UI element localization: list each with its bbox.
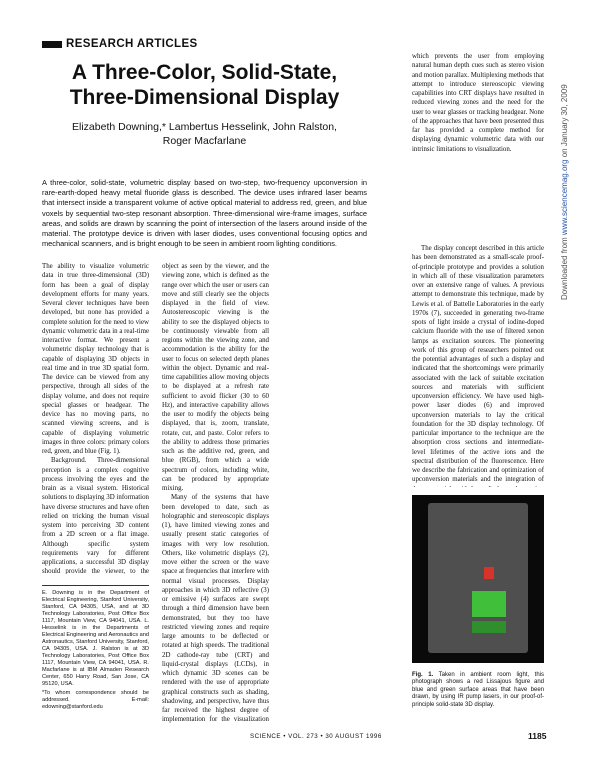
body-column-2 xyxy=(162,262,269,724)
body-column-1 xyxy=(42,262,149,574)
article-title: A Three-Color, Solid-State, Three-Dimensional Display xyxy=(69,61,340,109)
body-paragraph: The ability to visualize volumetric data in true three-dimensional (3D) form has been a goal of display development efforts for many years. Several clever techniques have been developed, but none has provided a complete solution for the need to view dynamic volumetric data in a real-time interactive format. We present a volumetric display technology that is capable of displaying 3D objects in real time and in true 3D spatial form. The device can be viewed from any perspective, through all sides of the display volume, and does not require special glasses or headgear. The device has no moving parts, no scanned viewing screens, and is capable of displaying volumetric images in three colors: primary colors red, green, and blue (Fig. 1). xyxy=(42,263,149,455)
body-column-3-middle xyxy=(412,244,544,487)
figure-1-photo xyxy=(412,495,544,663)
abstract: A three-color, solid-state, volumetric display based on two-step, two-frequency upconversion in rare-earth-doped heavy metal fluoride glass is described. The device uses infrared laser beams that intersect inside a transparent volume of active optical material to address red, green, and blue voxels by sequential two-step resonant absorption. Three-dimensional wire-frame images, surface areas, and solids are drawn by scanning the point of intersection of the lasers around inside of the material. The prototype device is driven with laser diodes, uses conventional focusing optics and mechanical scanners, and is bright enough to be seen in ambient room lighting conditions. xyxy=(42,178,367,249)
section-header xyxy=(42,38,198,50)
correspondence-note: *To whom correspondence should be addressed. E-mail: edowning@stanford.edu xyxy=(42,690,149,710)
download-link[interactable]: www.sciencemag.org xyxy=(560,159,569,236)
page-number: 1185 xyxy=(528,731,547,741)
red-voxel-figure xyxy=(484,567,494,579)
author-affiliations xyxy=(42,585,149,711)
section-label: RESEARCH ARTICLES xyxy=(66,38,198,50)
download-suffix: on January 30, 2009 xyxy=(560,84,569,160)
body-paragraph: object as seen by the viewer, and the viewing zone, which is defined as the range over which the user or users can move and still clearly see the objects displayed in the field of view. Autostereoscopic viewing is the ability to see the displayed objects to be continuously viewable from all regions within the viewing zone, and accommodation is the ability for the user to focus on selected depth planes within the object. Dynamic and real-time capabilities allow moving objects to be displayed at a refresh rate sufficient to avoid flicker (30 to 60 Hz), and interactive capability allows the user to modify the objects being displayed, that is, zoom, translate, rotate, cut, and paste. Color refers to the ability to address those primaries such as the additive red, green, and blue (RGB), from which a wide spectrum of colors, including white, can be produced by appropriate mixing. xyxy=(162,263,269,492)
caption-label: Fig. 1. xyxy=(412,672,434,678)
green-surface-area xyxy=(472,591,506,617)
figure-caption xyxy=(412,672,544,709)
body-paragraph: Many of the systems that have been developed to date, such as holographic and stereoscopic displays (1), have limited viewing zones and usually present static categories of images with very low resolution. Others, like volumetric displays (2), move either the screen or the wave space at frequencies that interfere with normal visual processes. Display approaches in which 3D reflective (3) or emissive (4) surfaces are swept through a third dimension have been demonstrated, but they too have restricted viewing zones and require large amounts to be deflected or rotated at high speeds. The traditional 2D cathode-ray tube (CRT) and liquid-crystal displays (LCDs), in which dynamic 3D scenes can be rendered with the use of appropriate graphical constructs such as shading, shadowing, and perspective, have thus far received the highest degree of implementation for the visualization xyxy=(162,494,269,724)
body-column-3-top xyxy=(412,52,544,242)
author-line-2: Roger Macfarlane xyxy=(162,135,247,147)
download-notice xyxy=(560,60,574,300)
body-paragraph: which prevents the user from employing natural human depth cues such as stereo vision and motion parallax. Multiplexing methods that attempt to introduce stereoscopic viewing capabilities into CRT displays have resulted in reduced viewing zones and the need for the user to wear glasses or tracking headgear. None of the approaches that have been presented thus far has provided a complete method for displaying dynamic volumetric data with our intrinsic limitations to visualization. xyxy=(412,53,544,153)
download-prefix: Downloaded from xyxy=(560,235,569,300)
section-marker xyxy=(42,41,62,48)
body-paragraph: Background. Three-dimensional perception is a complex cognitive process involving the eyes and the brain as a visual system. Historical solutions to displaying 3D information have diverse structures and have often relied on tricking the human visual system into perceiving 3D content from a 2D screen or a flat image. Although specific system requirements vary for different applications, a successful 3D display should provide the viewer, to the xyxy=(42,457,149,574)
author-list xyxy=(42,120,367,148)
affiliation-text: E. Downing is in the Department of Electrical Engineering, Stanford University, Stanford, CA 94305, USA, and at 3D Technology Laboratories, Post Office Box 1117, Mountain View, CA 94041, USA. L. Hesselink is in the Departments of Electrical Engineering and Aeronautics and Astronautics, Stanford University, Stanford, CA 94305, USA. J. Ralston is at 3D Technology Laboratories, Post Office Box 1117, Mountain View, CA 94041, USA. R. Macfarlane is at IBM Almaden Research Center, 650 Harry Road, San Jose, CA 95120, USA. xyxy=(42,590,149,687)
body-paragraph: The display concept described in this article has been demonstrated as a small-scale proof-of-principle prototype and provides a solution in which all of these visualization parameters over an extensive range of values. A previous attempt to demonstrate this technique, made by Lewis et al. of Battelle Laboratories in the early 1970s (7), succeeded in generating two-frame spots of light inside a crystal of iodine-doped calcium fluoride with the use of filtered xenon lamps as excitation sources. The pioneering work of this group of researchers pointed out the potential advantages of such a display and indicated that the shortcomings were primarily associated with the lack of suitable excitation sources and materials with sufficient upconversion efficiency. We have used high-power laser diodes (6) and improved upconversion materials to lay the critical foundation for the 3D display technology. Of particular importance to the technique are the absorption cross sections and intermediate-level lifetimes of the active ions and the spectral distribution of the fluorescence. Here we describe the fabrication and optimization of upconversion materials and the integration of xyxy=(412,245,544,484)
author-line-1: Elizabeth Downing,* Lambertus Hesselink, John Ralston, xyxy=(72,121,337,133)
journal-footer: SCIENCE • VOL. 273 • 30 AUGUST 1996 xyxy=(250,733,382,740)
caption-text: Taken in ambient room light, this photograph shows a red Lissajous figure and blue and green surface areas that have been drawn, by using IR pump lasers, in our proof-of-principle solid-state 3D display. xyxy=(412,672,545,708)
green-surface-lower xyxy=(472,621,506,633)
